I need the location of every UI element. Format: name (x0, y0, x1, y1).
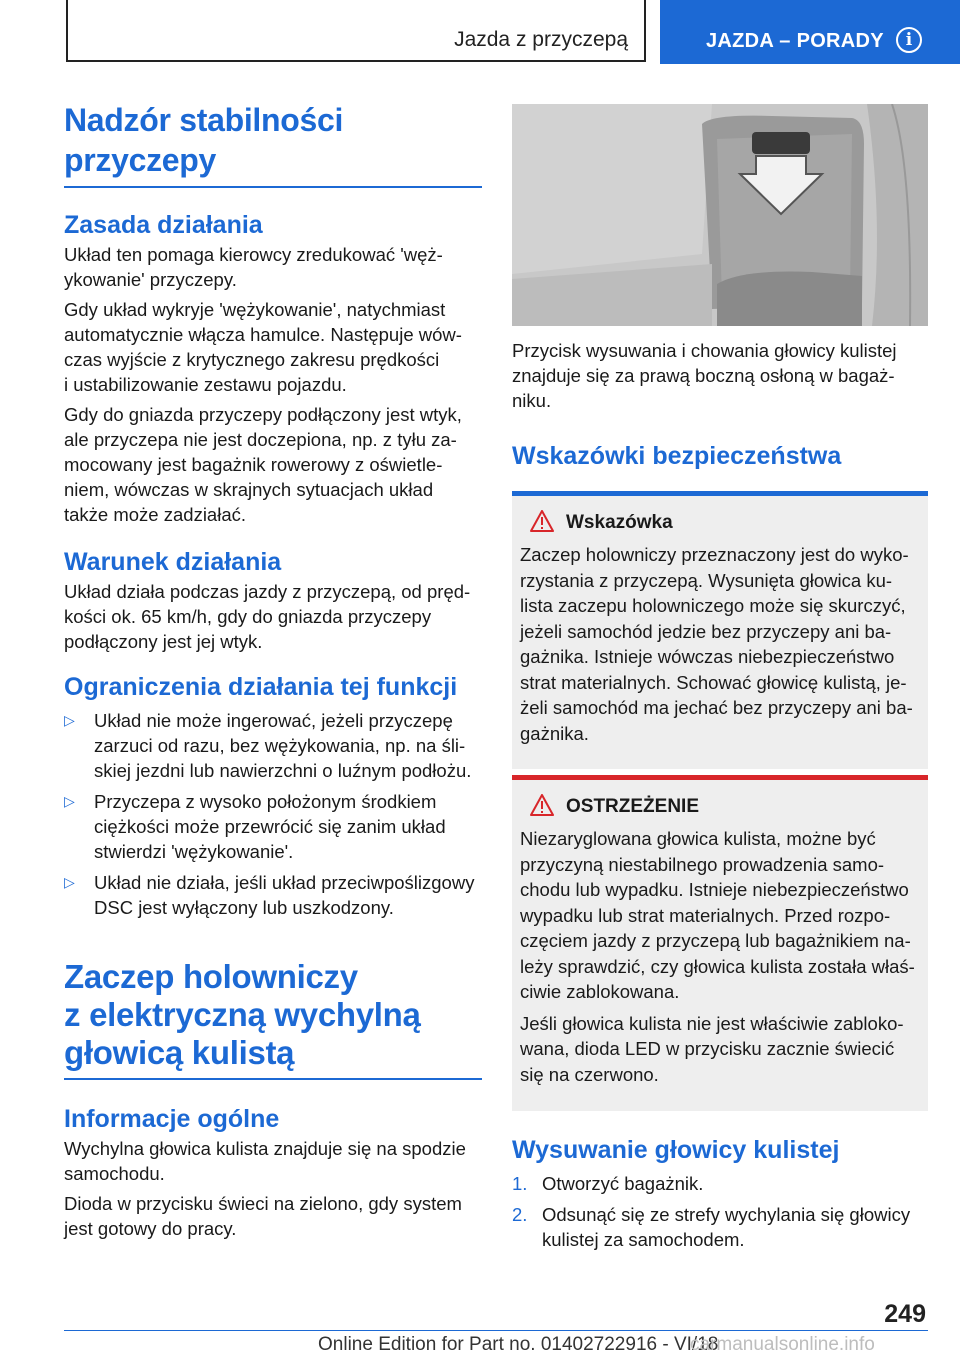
page-number: 249 (884, 1300, 926, 1328)
section-title: Jazda z przyczepą (454, 28, 628, 51)
list-item (64, 789, 482, 864)
warning-triangle-icon (530, 510, 554, 532)
step-number: 2. (512, 1204, 528, 1225)
step-item (512, 1171, 928, 1196)
heading-trailer-stability (64, 100, 482, 180)
right-column (512, 104, 928, 1252)
heading-line: przyczepy (64, 142, 217, 178)
heading-principle: Zasada działania (64, 211, 263, 239)
photo-caption: Przycisk wysuwania i chowania głowicy kulistej znajduje się za prawą boczną osłoną w bagaż- niku. (512, 340, 897, 411)
notice-box (512, 491, 928, 769)
notice-text: Zaczep holowniczy przeznaczony jest do wyko- rzystania z przyczepą. Wysunięta głowica ku- lista zaczepu holowniczego może się skurczyć, jeżeli samochód jedzie bez przyczepy ani ba- gażnika. Istnieje wówczas niebezpieczeństwo strat materialnych. Schować głowicę kulistą, je- żeli samochód ma jechać bez przyczepy ani ba- gażnika. (520, 544, 913, 744)
chapter-tab-label: JAZDA – PORADY (706, 30, 884, 52)
bullet-marker: ▷ (64, 712, 75, 728)
heading-limits: Ograniczenia działania tej funkcji (64, 673, 458, 701)
paragraph: Gdy układ wykryje 'wężykowanie', natychmiast automatycznie włącza hamulce. Następuje wów- czas wyjście z krytycznego zakresu prędkości i ustabilizowanie zestawu pojazdu. (64, 299, 462, 395)
warning-triangle-icon (530, 794, 554, 816)
warning-text: Jeśli głowica kulista nie jest właściwie zabloko- wana, dioda LED w przycisku zacznie świecić się na czerwono. (520, 1012, 904, 1085)
warning-box (512, 775, 928, 1111)
step-item (512, 1202, 928, 1252)
list-item (64, 870, 482, 920)
info-icon[interactable]: i (896, 27, 922, 53)
paragraph: Gdy do gniazda przyczepy podłączony jest wtyk, ale przyczepa nie jest doczepiona, np. z tyłu za- mocowany jest bagażnik rowerowy z oświetle- niem, wówczas w skrajnych sytuacjach układ także może zadziałać. (64, 404, 462, 525)
list-item-text: Układ nie może ingerować, jeżeli przyczepę zarzuci od razu, bez wężykowania, np. na śli- skiej jezdni lub nawierzchni o luźnym podłożu. (94, 710, 472, 781)
footer-rule (64, 1330, 928, 1331)
steps-list (512, 1171, 928, 1252)
heading-rule (64, 1078, 482, 1080)
heading-line: głowicą kulistą (64, 1034, 295, 1071)
bullet-marker: ▷ (64, 874, 75, 890)
heading-general: Informacje ogólne (64, 1105, 280, 1133)
list-item (64, 708, 482, 783)
heading-safety: Wskazówki bezpieczeństwa (512, 442, 842, 470)
list-item-text: Przyczepa z wysoko położonym środkiem ciężkości może przewrócić się zanim układ stwierdzi 'wężykowanie'. (94, 791, 446, 862)
watermark: carmanualsonline.info (690, 1334, 875, 1355)
paragraph: Układ działa podczas jazdy z przyczepą, od pręd- kości ok. 65 km/h, gdy do gniazda przyczepy podłączony jest jej wtyk. (64, 581, 471, 652)
left-column (64, 100, 482, 1241)
notice-title (520, 510, 920, 536)
paragraph: Dioda w przycisku świeci na zielono, gdy system jest gotowy do pracy. (64, 1193, 462, 1239)
heading-towbar (64, 958, 482, 1072)
warning-title (520, 794, 920, 820)
step-text: Otworzyć bagażnik. (542, 1173, 704, 1194)
step-text: Odsunąć się ze strefy wychylania się głowicy kulistej za samochodem. (542, 1204, 911, 1250)
heading-line: Zaczep holowniczy (64, 958, 358, 995)
heading-line: Nadzór stabilności (64, 102, 344, 138)
warning-text: Niezaryglowana głowica kulista, możne być przyczyną niestabilnego prowadzenia samo- chodu lub wypadku. Istnieje niebezpieczeństwo wypadku lub strat materialnych. Przed rozpo- częciem jazdy z przyczepą lub bagażnikiem na- leży sprawdzić, czy głowica kulista została właś- ciwie zablokowana. (520, 828, 915, 1002)
trunk-photo (512, 104, 928, 326)
warning-title-text: OSTRZEŻENIE (566, 796, 700, 817)
heading-line: z elektryczną wychylną (64, 996, 421, 1033)
step-number: 1. (512, 1173, 528, 1194)
heading-condition: Warunek działania (64, 548, 282, 576)
paragraph: Układ ten pomaga kierowcy zredukować 'węż- ykowanie' przyczepy. (64, 244, 443, 290)
list-item-text: Układ nie działa, jeśli układ przeciwpoślizgowy DSC jest wyłączony lub uszkodzony. (94, 872, 475, 918)
heading-extend: Wysuwanie głowicy kulistej (512, 1136, 840, 1164)
edition-text: Online Edition for Part no. 01402722916 - VI/18 (318, 1334, 719, 1355)
trunk-illustration (512, 104, 928, 326)
heading-rule (64, 186, 482, 188)
bullet-marker: ▷ (64, 793, 75, 809)
limits-list (64, 708, 482, 920)
paragraph: Wychylna głowica kulista znajduje się na spodzie samochodu. (64, 1138, 466, 1184)
chapter-tab[interactable] (660, 0, 960, 64)
notice-title-text: Wskazówka (566, 512, 673, 533)
